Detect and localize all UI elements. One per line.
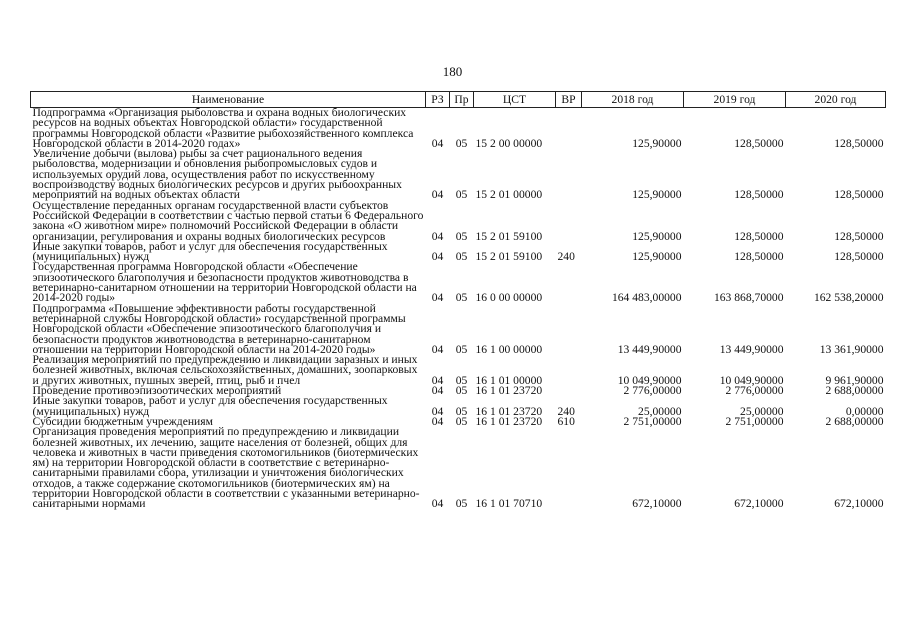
row-value-2018: 672,10000: [632, 497, 682, 511]
row-value-2020: 2 688,00000: [825, 414, 884, 428]
row-rz: 04: [431, 384, 444, 398]
row-value-2020: 162 538,20000: [813, 291, 884, 305]
row-cst: 16 0 00 00000: [475, 291, 543, 305]
row-name: Подпрограмма «Повышение эффективности работы государственной ветеринарной службы Новгородской области» государственной программы Новгородской области «Обеспечение эпизоотического благополучия и безопасности продуктов животноводства в ветеринарно-санитарном отношении на территории Новгородской области на 2014-2020 годы»: [32, 301, 406, 356]
row-value-2018: 164 483,00000: [611, 291, 682, 305]
row-name: Иные закупки товаров, работ и услуг для обеспечения государственных (муниципальных) нужд: [32, 394, 388, 418]
row-pr: 05: [455, 136, 468, 150]
row-cst: 15 2 00 00000: [475, 136, 543, 150]
table-row: [31, 304, 886, 355]
header-2020: 2020 год: [786, 92, 886, 108]
row-value-2019: 10 049,90000: [719, 373, 784, 387]
row-pr: 05: [455, 188, 468, 202]
table-row: [31, 396, 886, 417]
row-value-2019: 25,00000: [740, 404, 784, 418]
row-vr: [556, 149, 582, 200]
row-value-2018: 10 049,90000: [617, 373, 682, 387]
row-cst: 16 1 01 23720: [475, 414, 543, 428]
row-cst: 16 1 01 23720: [475, 404, 543, 418]
row-name: Государственная программа Новгородской области «Обеспечение эпизоотического благополучия и безопасности продуктов животноводства в ветеринарно-санитарном отношении на территории Новгородской области на 2014-2020 годы»: [32, 260, 417, 305]
row-value-2020: 2 688,00000: [825, 384, 884, 398]
row-pr: 05: [455, 342, 468, 356]
row-value-2018: 13 449,90000: [617, 342, 682, 356]
row-value-2019: 672,10000: [734, 497, 784, 511]
row-value-2019: 128,50000: [734, 250, 784, 264]
header-cst: ЦСТ: [474, 92, 556, 108]
row-cst: 15 2 01 00000: [475, 188, 543, 202]
row-vr: 240: [557, 250, 575, 264]
row-value-2020: 128,50000: [834, 250, 884, 264]
table-row: [31, 427, 886, 509]
row-value-2020: 9 961,90000: [825, 373, 884, 387]
row-pr: 05: [455, 250, 468, 264]
table-row: [31, 355, 886, 386]
row-value-2020: 128,50000: [834, 229, 884, 243]
table-body: [31, 108, 886, 510]
row-rz: 04: [431, 373, 444, 387]
row-pr: 05: [455, 404, 468, 418]
page-number: 180: [442, 64, 463, 79]
row-value-2019: 13 449,90000: [719, 342, 784, 356]
row-cst: 15 2 01 59100: [475, 229, 543, 243]
row-rz: 04: [431, 291, 444, 305]
row-rz: 04: [431, 414, 444, 428]
row-value-2019: 2 776,00000: [725, 384, 784, 398]
row-value-2018: 2 751,00000: [623, 414, 682, 428]
header-pr: Пр: [450, 92, 474, 108]
table-row: [31, 242, 886, 263]
row-cst: 16 1 01 00000: [475, 373, 543, 387]
header-name: Наименование: [31, 92, 426, 108]
row-name: Организация проведения мероприятий по предупреждению и ликвидации болезней животных, их лечению, защите населения от болезней, общих для человека и животных в части приведения скотомогильников (биотермических ям) на территории Новгородской области в соответствие с ветеринарно-санитарными правилами сбора, утилизации и уничтожения биологических отходов, а также содержание скотомогильников (биотермических ям) на территории Новгородской области в соответствии с указанными ветеринарно-санитарными нормами: [32, 425, 420, 511]
row-rz: 04: [431, 188, 444, 202]
row-value-2018: 2 776,00000: [623, 384, 682, 398]
row-pr: 05: [455, 373, 468, 387]
row-value-2020: 13 361,90000: [819, 342, 884, 356]
row-value-2019: 163 868,70000: [713, 291, 784, 305]
table-row: [31, 108, 886, 150]
row-cst: 16 1 01 70710: [475, 497, 543, 511]
table-row: [31, 201, 886, 242]
row-pr: 05: [455, 291, 468, 305]
row-vr: [556, 386, 582, 396]
row-name: Осуществление переданных органам государственной власти субъектов Российской Федерации в соответствии с частью первой статьи 6 Федерального закона «О животном мире» полномочий Российской Федерации в области организации, регулирования и охраны водных биологических ресурсов: [32, 198, 424, 243]
row-vr: 240: [557, 404, 575, 418]
header-vr: ВР: [556, 92, 582, 108]
row-pr: 05: [455, 497, 468, 511]
row-value-2020: 128,50000: [834, 136, 884, 150]
row-value-2018: 125,90000: [632, 188, 682, 202]
row-name: Иные закупки товаров, работ и услуг для обеспечения государственных (муниципальных) нужд: [32, 239, 388, 264]
row-vr: [556, 108, 582, 150]
row-value-2018: 125,90000: [632, 136, 682, 150]
row-rz: 04: [431, 404, 444, 418]
row-pr: 05: [455, 414, 468, 428]
row-value-2019: 128,50000: [734, 229, 784, 243]
row-cst: 16 1 00 00000: [475, 342, 543, 356]
header-2019: 2019 год: [684, 92, 786, 108]
row-vr: [556, 355, 582, 386]
row-value-2020: 0,00000: [845, 404, 884, 418]
row-cst: 15 2 01 59100: [475, 250, 543, 264]
row-rz: 04: [431, 342, 444, 356]
row-value-2020: 128,50000: [834, 188, 884, 202]
row-rz: 04: [431, 497, 444, 511]
row-cst: 16 1 01 23720: [475, 384, 543, 398]
row-vr: 610: [557, 414, 575, 428]
row-rz: 04: [431, 250, 444, 264]
row-pr: 05: [455, 384, 468, 398]
row-value-2020: 672,10000: [834, 497, 884, 511]
row-value-2018: 125,90000: [632, 250, 682, 264]
row-name: Реализация мероприятий по предупреждению и ликвидации заразных и иных болезней животных, включая сельскохозяйственных, домашних, зоопарковых и других животных, пушных зверей, птиц, рыб и пчел: [32, 353, 418, 387]
row-vr: [556, 201, 582, 242]
row-rz: 04: [431, 229, 444, 243]
row-value-2019: 2 751,00000: [725, 414, 784, 428]
row-value-2019: 128,50000: [734, 136, 784, 150]
row-name: Субсидии бюджетным учреждениям: [32, 414, 213, 428]
table-row: [31, 262, 886, 303]
budget-table: [30, 91, 886, 510]
header-2018: 2018 год: [582, 92, 684, 108]
header-rz: РЗ: [426, 92, 450, 108]
row-value-2018: 25,00000: [638, 404, 682, 418]
row-pr: 05: [455, 229, 468, 243]
row-name: Подпрограмма «Организация рыболовства и охрана водных биологических ресурсов на водных объектах Новгородской области» государственной программы Новгородской области «Развитие рыбохозяйственного комплекса Новгородской области в 2014-2020 годах»: [32, 106, 414, 150]
row-rz: 04: [431, 136, 444, 150]
row-name: Увеличение добычи (вылова) рыбы за счет рационального ведения рыболовства, модернизации и обновления рыбопромысловых судов и используемых орудий лова, осуществления работ по искусственному воспроизводству водных биологических ресурсов и других рыбоохранных мероприятий на водных объектах области: [32, 147, 402, 202]
table-row: [31, 149, 886, 200]
row-vr: [556, 304, 582, 355]
row-value-2018: 125,90000: [632, 229, 682, 243]
row-vr: [556, 262, 582, 303]
row-vr: [556, 427, 582, 509]
row-value-2019: 128,50000: [734, 188, 784, 202]
row-name: Проведение противоэпизоотических мероприятий: [32, 384, 282, 398]
